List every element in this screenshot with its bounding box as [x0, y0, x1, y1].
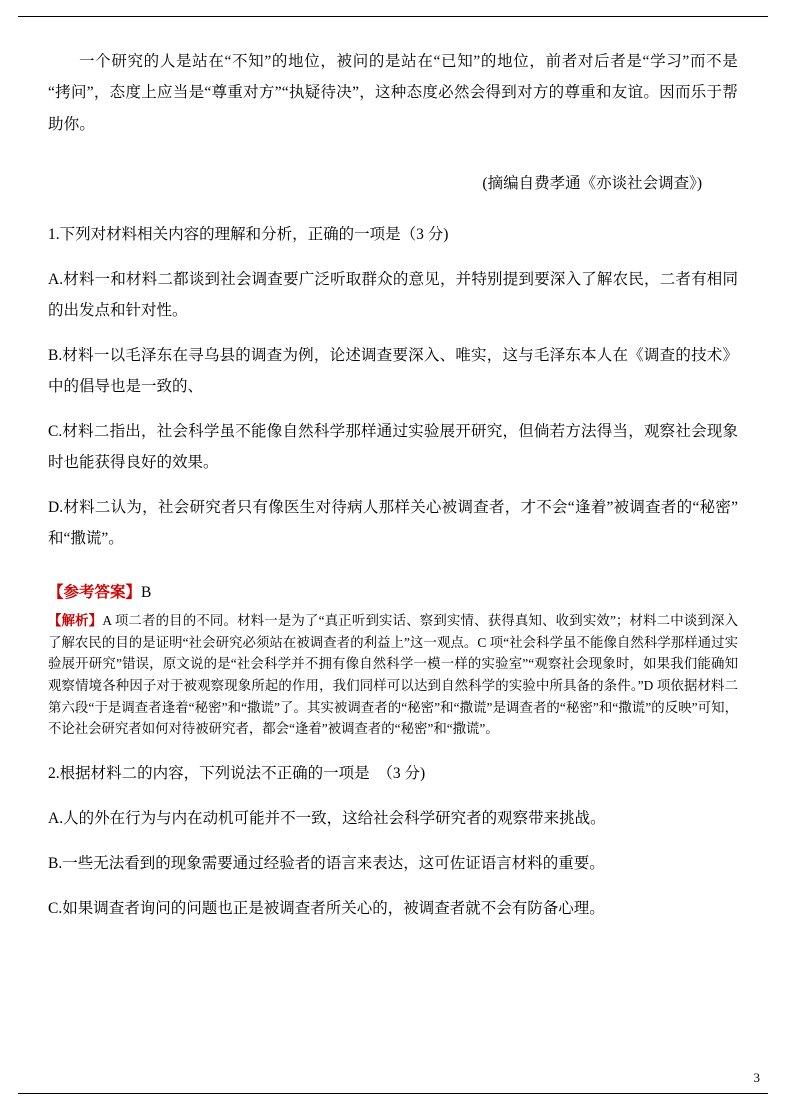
- answer-label: 【参考答案】: [48, 583, 142, 601]
- top-rule: [18, 16, 768, 17]
- analysis-text: A 项二者的目的不同。材料一是为了“真正听到实话、察到实情、获得真知、收到实效”；材料二中谈到深入了解农民的目的是证明“社会研究必须站在被调查者的利益上”这一观点。C 项“社会科学虽不能像自然科学那样通过实验展开研究”错误，原文说的是“社会科学并不拥有像自然科学一模一样的实验室”“观察社会现象时，如果我们能确知观察情境各种因子对于被观察现象所起的作用，我们同样可以达到自然科学的实验中所具备的条件。”D 项依据材料二第六段“于是调查者逢着“秘密”和“撒谎”了。其实被调查者的“秘密”和“撒谎”是调查者的“秘密”和“撒谎”的反映”可知，不论社会研究者如何对待被研究者，都会“逢着”被调查者的“秘密”和“撒谎”。: [48, 612, 738, 737]
- question-1-option-a: A.材料一和材料二都谈到社会调查要广泛听取群众的意见，并特别提到要深入了解农民，二者有相同的出发点和针对性。: [48, 270, 738, 319]
- analysis-label: 【解析】: [48, 612, 103, 628]
- bottom-rule: [18, 1093, 768, 1094]
- question-2-option-a: A.人的外在行为与内在动机可能并不一致，这给社会科学研究者的观察带来挑战。: [48, 810, 606, 828]
- question-1-option-c: C.材料二指出，社会科学虽不能像自然科学那样通过实验展开研究，但倘若方法得当，观察社会现象时也能获得良好的效果。: [48, 422, 738, 471]
- question-1-answer: [48, 580, 738, 602]
- question-1-option-d: D.材料二认为，社会研究者只有像医生对待病人那样关心被调查者，才不会“逢着”被调查者的“秘密”和“撒谎”。: [48, 498, 738, 547]
- question-1-stem: 1.下列对材料相关内容的理解和分析，正确的一项是（3 分): [48, 225, 449, 243]
- paragraph-1: 一个研究的人是站在“不知”的地位，被问的是站在“已知”的地位，前者对后者是“学习”而不是“拷问”，态度上应当是“尊重对方”“执疑待决”，这种态度必然会得到对方的尊重和友谊。因而乐于帮助你。: [48, 52, 738, 134]
- question-2-option-b: B.一些无法看到的现象需要通过经验者的语言来表达，这可佐证语言材料的重要。: [48, 855, 605, 873]
- answer-value: B: [141, 583, 152, 601]
- question-1-option-b: B.材料一以毛泽东在寻乌县的调查为例，论述调查要深入、唯实，这与毛泽东本人在《调查的技术》中的倡导也是一致的、: [48, 346, 738, 395]
- page-number: 3: [753, 1070, 760, 1085]
- question-2-option-c: C.如果调查者询问的问题也正是被调查者所关心的，被调查者就不会有防备心理。: [48, 900, 605, 918]
- question-1-analysis: [48, 610, 738, 740]
- source-attribution: (摘编自费孝通《亦谈社会调查》): [482, 174, 702, 192]
- question-2-stem: 2.根据材料二的内容，下列说法不正确的一项是 （3 分): [48, 765, 426, 783]
